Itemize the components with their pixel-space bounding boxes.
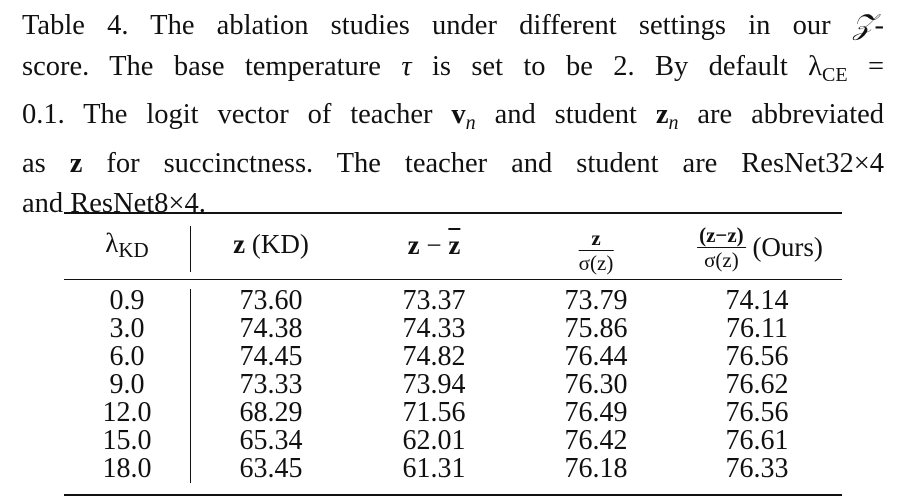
table-cell: 76.11 bbox=[726, 313, 788, 344]
table-cell: 15.0 bbox=[102, 425, 152, 456]
header-column-divider bbox=[190, 226, 191, 272]
caption-line-4: as z for succinctness. The teacher and student are ResNet32×4 bbox=[22, 147, 885, 179]
column-ours-values bbox=[726, 287, 789, 483]
table-cell: 76.56 bbox=[725, 341, 789, 372]
header-lambda-kd: $\lambda_{KD}$ bbox=[105, 228, 149, 262]
caption-line-3: 0.1. The logit vector of teacher $v_n$ and student $z_n$ are abbreviated bbox=[22, 99, 885, 134]
table-cell: 65.34 bbox=[239, 425, 303, 456]
column-scaled-values bbox=[565, 287, 628, 483]
header-ours: $\frac{(z-z)}{\sigma(z)}$ (Ours) bbox=[699, 223, 823, 272]
lambda-ce-symbol: $\lambda_{CE}$ bbox=[808, 50, 848, 86]
table-cell: 73.60 bbox=[239, 285, 303, 316]
column-centered-values bbox=[403, 287, 466, 483]
table-cell: 76.44 bbox=[564, 341, 628, 372]
body-column-divider bbox=[190, 289, 191, 483]
table-cell: 74.33 bbox=[402, 313, 466, 344]
header-centered: $z - \overline{z}$ bbox=[407, 230, 461, 260]
table-top-rule bbox=[64, 212, 842, 214]
caption-label: Table 4. bbox=[22, 10, 129, 41]
header-scaled-fraction: $\frac{z}{\sigma(z)}$ bbox=[578, 226, 614, 275]
table-cell: 68.29 bbox=[239, 397, 303, 428]
table-cell: 12.0 bbox=[102, 397, 152, 428]
table-cell: 63.45 bbox=[239, 453, 303, 484]
table-caption bbox=[22, 6, 884, 225]
column-kd-values bbox=[240, 287, 303, 483]
table-cell: 62.01 bbox=[402, 425, 466, 456]
table-cell: 73.94 bbox=[402, 369, 466, 400]
table-cell: 73.33 bbox=[239, 369, 303, 400]
table-cell: 76.18 bbox=[564, 453, 628, 484]
table-cell: 76.61 bbox=[725, 425, 789, 456]
table-header-rule bbox=[64, 279, 842, 280]
table-cell: 73.79 bbox=[564, 285, 628, 316]
table-cell: 76.33 bbox=[725, 453, 789, 484]
table-cell: 6.0 bbox=[109, 341, 145, 372]
table-cell: 73.37 bbox=[402, 285, 466, 316]
header-kd: z (KD) bbox=[233, 229, 309, 259]
header-scaled bbox=[579, 227, 614, 274]
table-cell: 61.31 bbox=[402, 453, 466, 484]
table-cell: 76.56 bbox=[725, 397, 789, 428]
v-n-symbol: $v_n$ bbox=[451, 99, 476, 134]
caption-line-5: and ResNet8×4. bbox=[22, 188, 206, 219]
table-cell: 3.0 bbox=[109, 313, 145, 344]
table-bottom-rule bbox=[64, 494, 842, 496]
table-cell: 9.0 bbox=[109, 369, 145, 400]
table-cell: 74.82 bbox=[402, 341, 466, 372]
z-n-symbol: $z_n$ bbox=[655, 99, 679, 134]
table-cell: 18.0 bbox=[102, 453, 152, 484]
caption-line-1: Table 4. The ablation studies under different settings in our 𝒵- bbox=[22, 10, 884, 41]
caption-line-2: score. The base temperature τ is set to be 2. By default $\lambda_{CE}$ = bbox=[22, 50, 885, 86]
table-cell: 74.38 bbox=[239, 313, 303, 344]
table-cell: 76.30 bbox=[564, 369, 628, 400]
table-cell: 75.86 bbox=[564, 313, 628, 344]
table-cell: 71.56 bbox=[402, 397, 466, 428]
table-cell: 76.49 bbox=[564, 397, 628, 428]
zscore-symbol: 𝒵 bbox=[852, 10, 875, 41]
table-cell: 74.45 bbox=[239, 341, 303, 372]
header-ours-fraction: $\frac{(z-z)}{\sigma(z)}$ bbox=[699, 223, 744, 272]
table-cell: 74.14 bbox=[725, 285, 789, 316]
table-cell: 76.42 bbox=[564, 425, 628, 456]
table-cell: 76.62 bbox=[725, 369, 789, 400]
column-lambda-values bbox=[103, 287, 152, 483]
table-cell: 0.9 bbox=[109, 285, 145, 316]
tau-symbol: τ bbox=[401, 50, 412, 82]
